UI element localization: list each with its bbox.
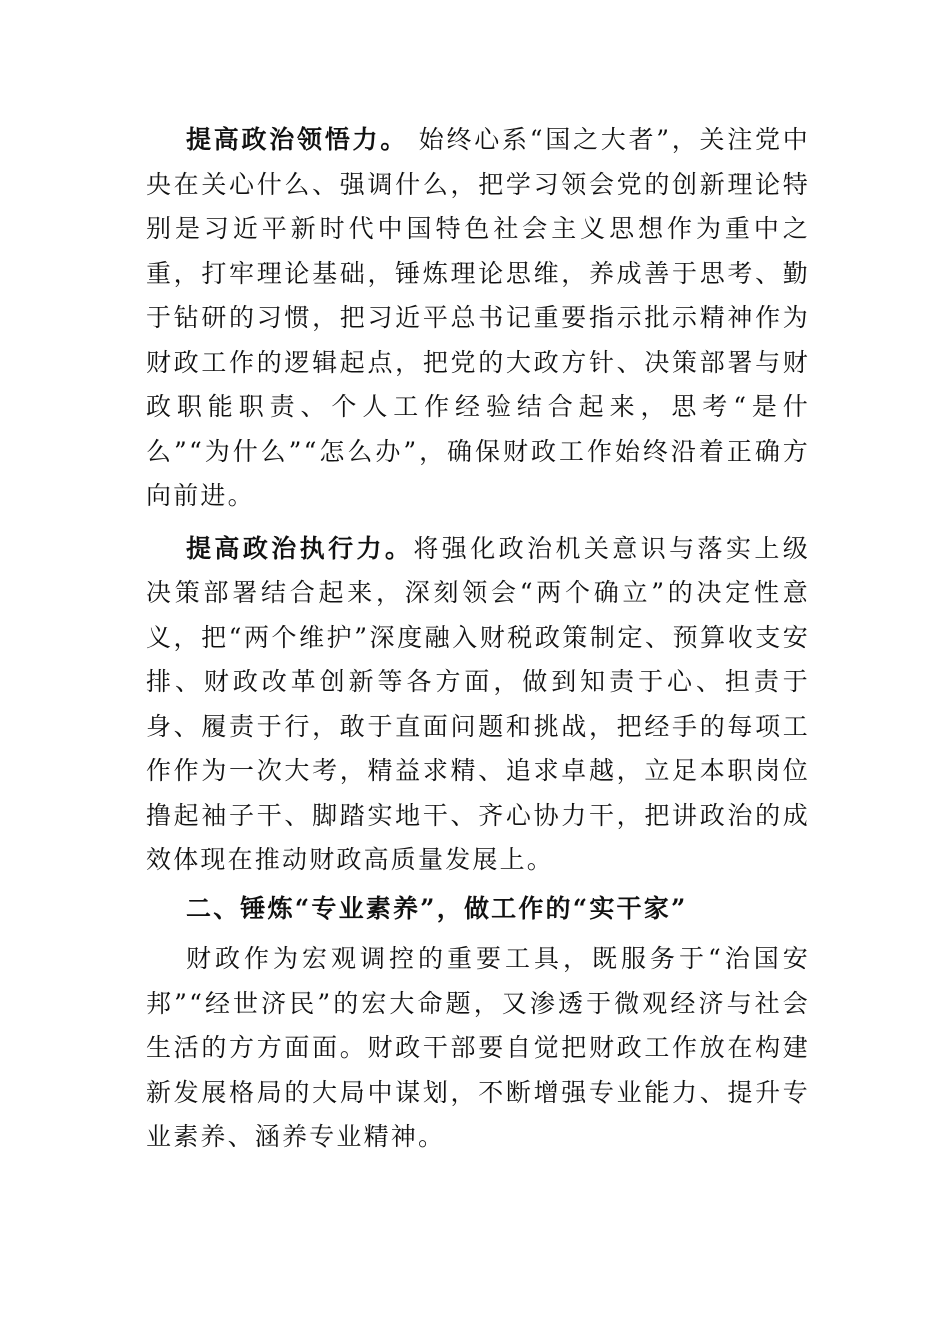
- paragraph-text: 始终心系“国之大者”，关注党中央在关心什么、强调什么，把学习领会党的创新理论特别是习近平新时代中国特色社会主义思想作为重中之重，打牢理论基础，锤炼理论思维，养成善于思考、勤于钻研的习惯，把习近平总书记重要指示批示精神作为财政工作的逻辑起点，把党的大政方针、决策部署与财政职能职责、个人工作经验结合起来，思考“是什么”“为什么”“怎么办”，确保财政工作始终沿着正确方向前进。: [146, 125, 810, 510]
- paragraph-lead: 提高政治领悟力。: [186, 125, 409, 154]
- paragraph-text: 将强化政治机关意识与落实上级决策部署结合起来，深刻领会“两个确立”的决定性意义，把“两个维护”深度融入财税政策制定、预算收支安排、财政改革创新等各方面，做到知责于心、担责于身、履责于行，敢于直面问题和挑战，把经手的每项工作作为一次大考，精益求精、追求卓越，立足本职岗位撸起袖子干、脚踏实地干、齐心协力干，把讲政治的成效体现在推动财政高质量发展上。: [146, 533, 810, 874]
- document-body: [146, 118, 810, 1160]
- paragraph-political-execution: [146, 527, 810, 883]
- paragraph-lead: 提高政治执行力。: [186, 533, 414, 563]
- section-heading: 二、锤炼“专业素养”，做工作的“实干家”: [186, 893, 688, 923]
- paragraph-professional-quality: 财政作为宏观调控的重要工具，既服务于“治国安邦”“经世济民”的宏大命题，又渗透于微观经济与社会生活的方方面面。财政干部要自觉把财政工作放在构建新发展格局的大局中谋划，不断增强专业能力、提升专业素养、涵养专业精神。: [146, 944, 810, 1151]
- paragraph-political-understanding: [146, 118, 810, 519]
